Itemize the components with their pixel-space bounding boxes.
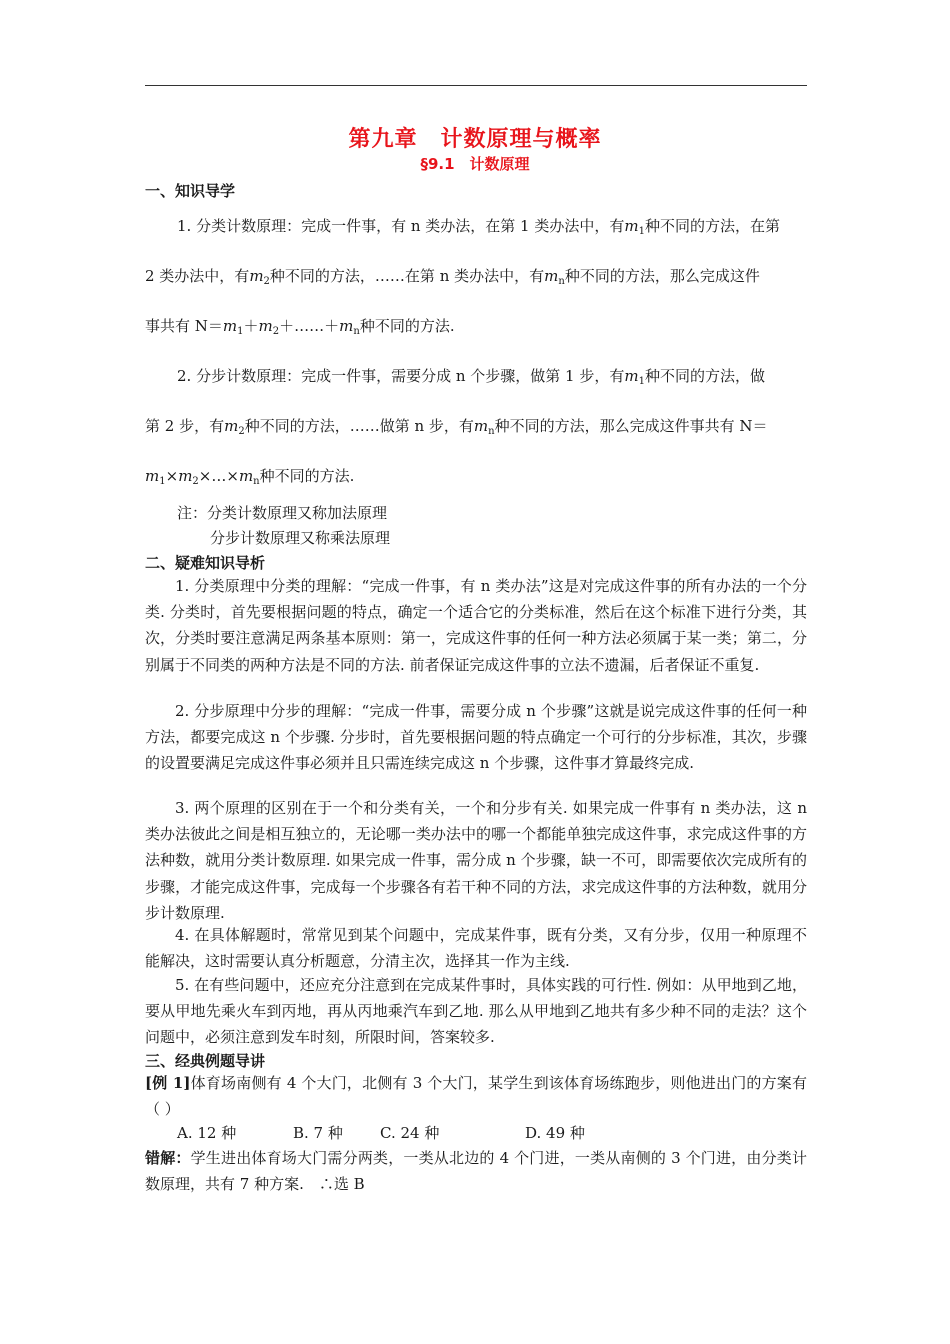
difficulty-item-2: 2. 分步原理中分步的理解：“完成一件事，需要分成 n 个步骤”这就是说完成这件事的任何一种方法，都要完成这 n 个步骤. 分步时，首先要根据问题的特点确定一个可行的分步标准，其次，步骤的设置要满足完成这件事必须并且只需连续完成这 n 个步骤，这件事才算最终完成. xyxy=(145,702,807,773)
option-d: D. 49 种 xyxy=(525,1124,585,1142)
p2-line1: 2. 分步计数原理：完成一件事，需要分成 n 个步骤，做第 1 步，有$m_1$种不同的方法，做 xyxy=(177,367,765,387)
difficulty-item-3: 3. 两个原理的区别在于一个和分类有关，一个和分步有关. 如果完成一件事有 n 类办法，这 n 类办法彼此之间是相互独立的，无论哪一类办法中的哪一个都能单独完成这件事，求完成这件事的方法种数，就用分类计数原理. 如果完成一件事，需分成 n 个步骤，缺一不可，即需要依次完成所有的步骤，才能完成这件事，完成每一个步骤各有若干种不同的方法，求完成这件事的方法种数，就用分步计数原理. xyxy=(145,799,807,922)
p2-line2: 第 2 步，有$m_2$种不同的方法，……做第 n 步，有$m_n$种不同的方法，那么完成这件事共有 N＝ xyxy=(145,417,768,437)
difficulty-item-4: 4. 在具体解题时，常常见到某个问题中，完成某件事，既有分类，又有分步，仅用一种原理不能解决，这时需要认真分析题意，分清主次，选择其一作为主线. xyxy=(145,926,807,971)
p1-line2: 2 类办法中，有$m_2$种不同的方法，……在第 n 类办法中，有$m_n$种不同的方法，那么完成这件 xyxy=(145,267,760,287)
note-multiplication: 分步计数原理又称乘法原理 xyxy=(210,529,391,547)
p1-line1: 1. 分类计数原理：完成一件事，有 n 类办法，在第 1 类办法中，有$m_1$种不同的方法，在第 xyxy=(177,217,780,237)
p2-line3: $m_1\times m_2\times\dots\times m_n$种不同的方法. xyxy=(145,467,355,487)
difficulty-item-5: 5. 在有些问题中，还应充分注意到在完成某件事时，具体实践的可行性. 例如：从甲地到乙地，要从甲地先乘火车到丙地，再从丙地乘汽车到乙地. 那么从甲地到乙地共有多少种不同的走法？这个问题中，必须注意到发车时刻，所限时间，答案较多. xyxy=(145,976,807,1047)
wrong-solution-label: 错解： xyxy=(145,1149,191,1167)
difficulty-item-1: 1. 分类原理中分类的理解：“完成一件事，有 n 类办法”这是对完成这件事的所有办法的一个分类. 分类时，首先要根据问题的特点，确定一个适合它的分类标准，然后在这个标准下进行分类，其次，分类时要注意满足两条基本原则：第一，完成这件事的任何一种方法必须属于某一类；第二，分别属于不同类的两种方法是不同的方法. 前者保证完成这件事的立法不遗漏，后者保证不重复. xyxy=(145,577,807,674)
p1-line3: 事共有 $N=m_1+m_2+\dots\dots+m_n$种不同的方法. xyxy=(145,317,455,337)
wrong-solution: 错解：学生进出体育场大门需分两类，一类从北边的 4 个门进，一类从南侧的 3 个门进，由分类计数原理，共有 7 种方案. ∴选 B xyxy=(145,1149,807,1194)
chapter-title: 第九章 计数原理与概率 xyxy=(348,127,602,152)
header-rule xyxy=(145,85,807,86)
note-addition: 注：分类计数原理又称加法原理 xyxy=(177,504,388,522)
heading-examples: 三、经典例题导讲 xyxy=(145,1052,266,1070)
heading-difficulties: 二、疑难知识导析 xyxy=(145,554,266,572)
example-1: [例 1]体育场南侧有 4 个大门，北侧有 3 个大门，某学生到该体育场练跑步，则他进出门的方案有 （ ） xyxy=(145,1074,853,1119)
section-title: §9.1 计数原理 xyxy=(420,155,530,173)
example-label: [例 1] xyxy=(145,1074,191,1092)
option-b: B. 7 种 xyxy=(293,1124,343,1142)
heading-knowledge: 一、知识导学 xyxy=(145,182,236,200)
option-c: C. 24 种 xyxy=(380,1124,440,1142)
option-a: A. 12 种 xyxy=(177,1124,237,1142)
